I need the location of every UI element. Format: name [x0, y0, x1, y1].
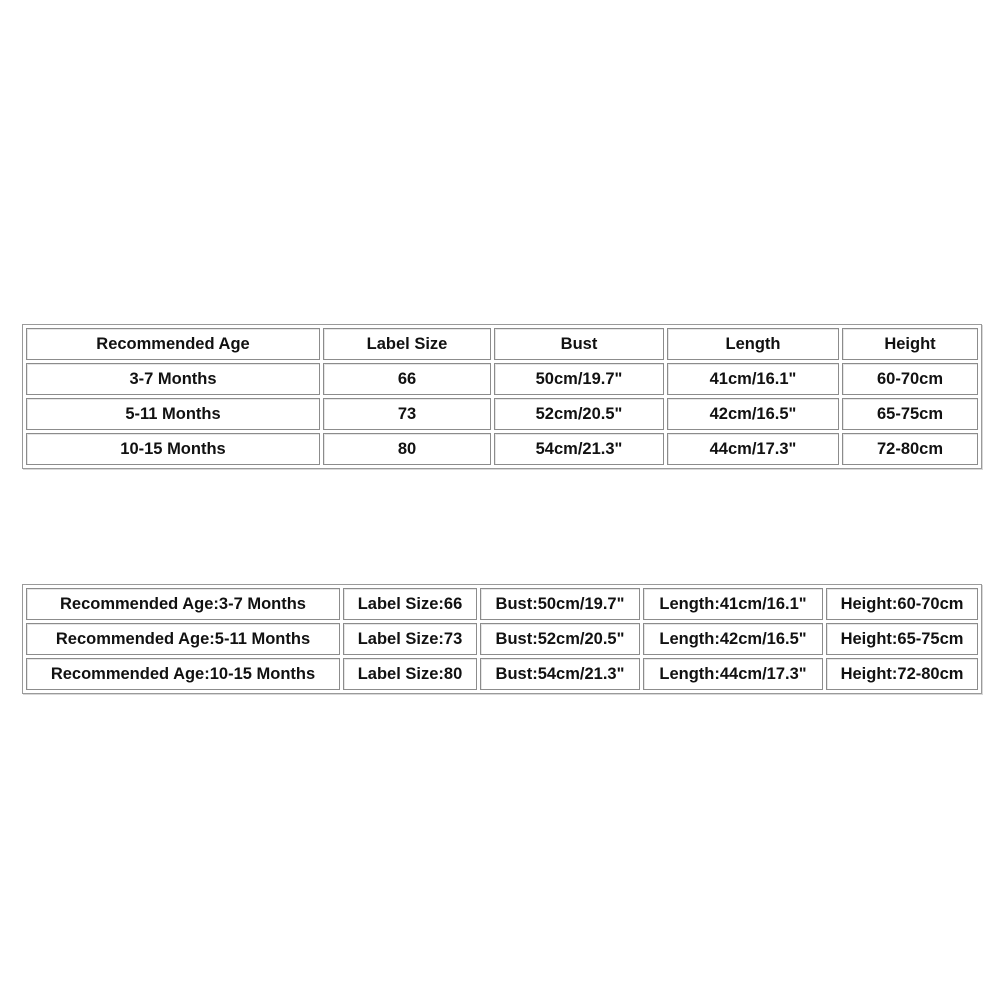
size-chart-table-columns [22, 324, 982, 469]
cell-length: Length:41cm/16.1" [643, 588, 823, 620]
cell-bust: Bust:52cm/20.5" [480, 623, 640, 655]
table-row [26, 433, 978, 465]
header-length: Length [667, 328, 839, 360]
cell-recommended-age: Recommended Age:10-15 Months [26, 658, 340, 690]
cell-height: Height:65-75cm [826, 623, 978, 655]
cell-label-size: 66 [323, 363, 491, 395]
cell-label-size: Label Size:80 [343, 658, 477, 690]
cell-recommended-age: 10-15 Months [26, 433, 320, 465]
header-bust: Bust [494, 328, 664, 360]
table-row [26, 363, 978, 395]
cell-label-size: 80 [323, 433, 491, 465]
table-row [26, 398, 978, 430]
table-header-row [26, 328, 978, 360]
cell-recommended-age: Recommended Age:3-7 Months [26, 588, 340, 620]
header-label-size: Label Size [323, 328, 491, 360]
cell-bust: 50cm/19.7" [494, 363, 664, 395]
cell-bust: Bust:54cm/21.3" [480, 658, 640, 690]
cell-height: Height:60-70cm [826, 588, 978, 620]
cell-height: 65-75cm [842, 398, 978, 430]
cell-recommended-age: 3-7 Months [26, 363, 320, 395]
header-height: Height [842, 328, 978, 360]
size-chart-table-inline [22, 584, 982, 694]
cell-recommended-age: Recommended Age:5-11 Months [26, 623, 340, 655]
table-row [26, 623, 978, 655]
cell-length: 42cm/16.5" [667, 398, 839, 430]
table-row [26, 658, 978, 690]
cell-bust: 52cm/20.5" [494, 398, 664, 430]
cell-length: 41cm/16.1" [667, 363, 839, 395]
cell-label-size: 73 [323, 398, 491, 430]
header-recommended-age: Recommended Age [26, 328, 320, 360]
cell-label-size: Label Size:66 [343, 588, 477, 620]
cell-length: Length:44cm/17.3" [643, 658, 823, 690]
cell-bust: 54cm/21.3" [494, 433, 664, 465]
table-row [26, 588, 978, 620]
cell-height: 60-70cm [842, 363, 978, 395]
cell-height: 72-80cm [842, 433, 978, 465]
cell-height: Height:72-80cm [826, 658, 978, 690]
cell-bust: Bust:50cm/19.7" [480, 588, 640, 620]
cell-length: Length:42cm/16.5" [643, 623, 823, 655]
cell-recommended-age: 5-11 Months [26, 398, 320, 430]
cell-label-size: Label Size:73 [343, 623, 477, 655]
cell-length: 44cm/17.3" [667, 433, 839, 465]
